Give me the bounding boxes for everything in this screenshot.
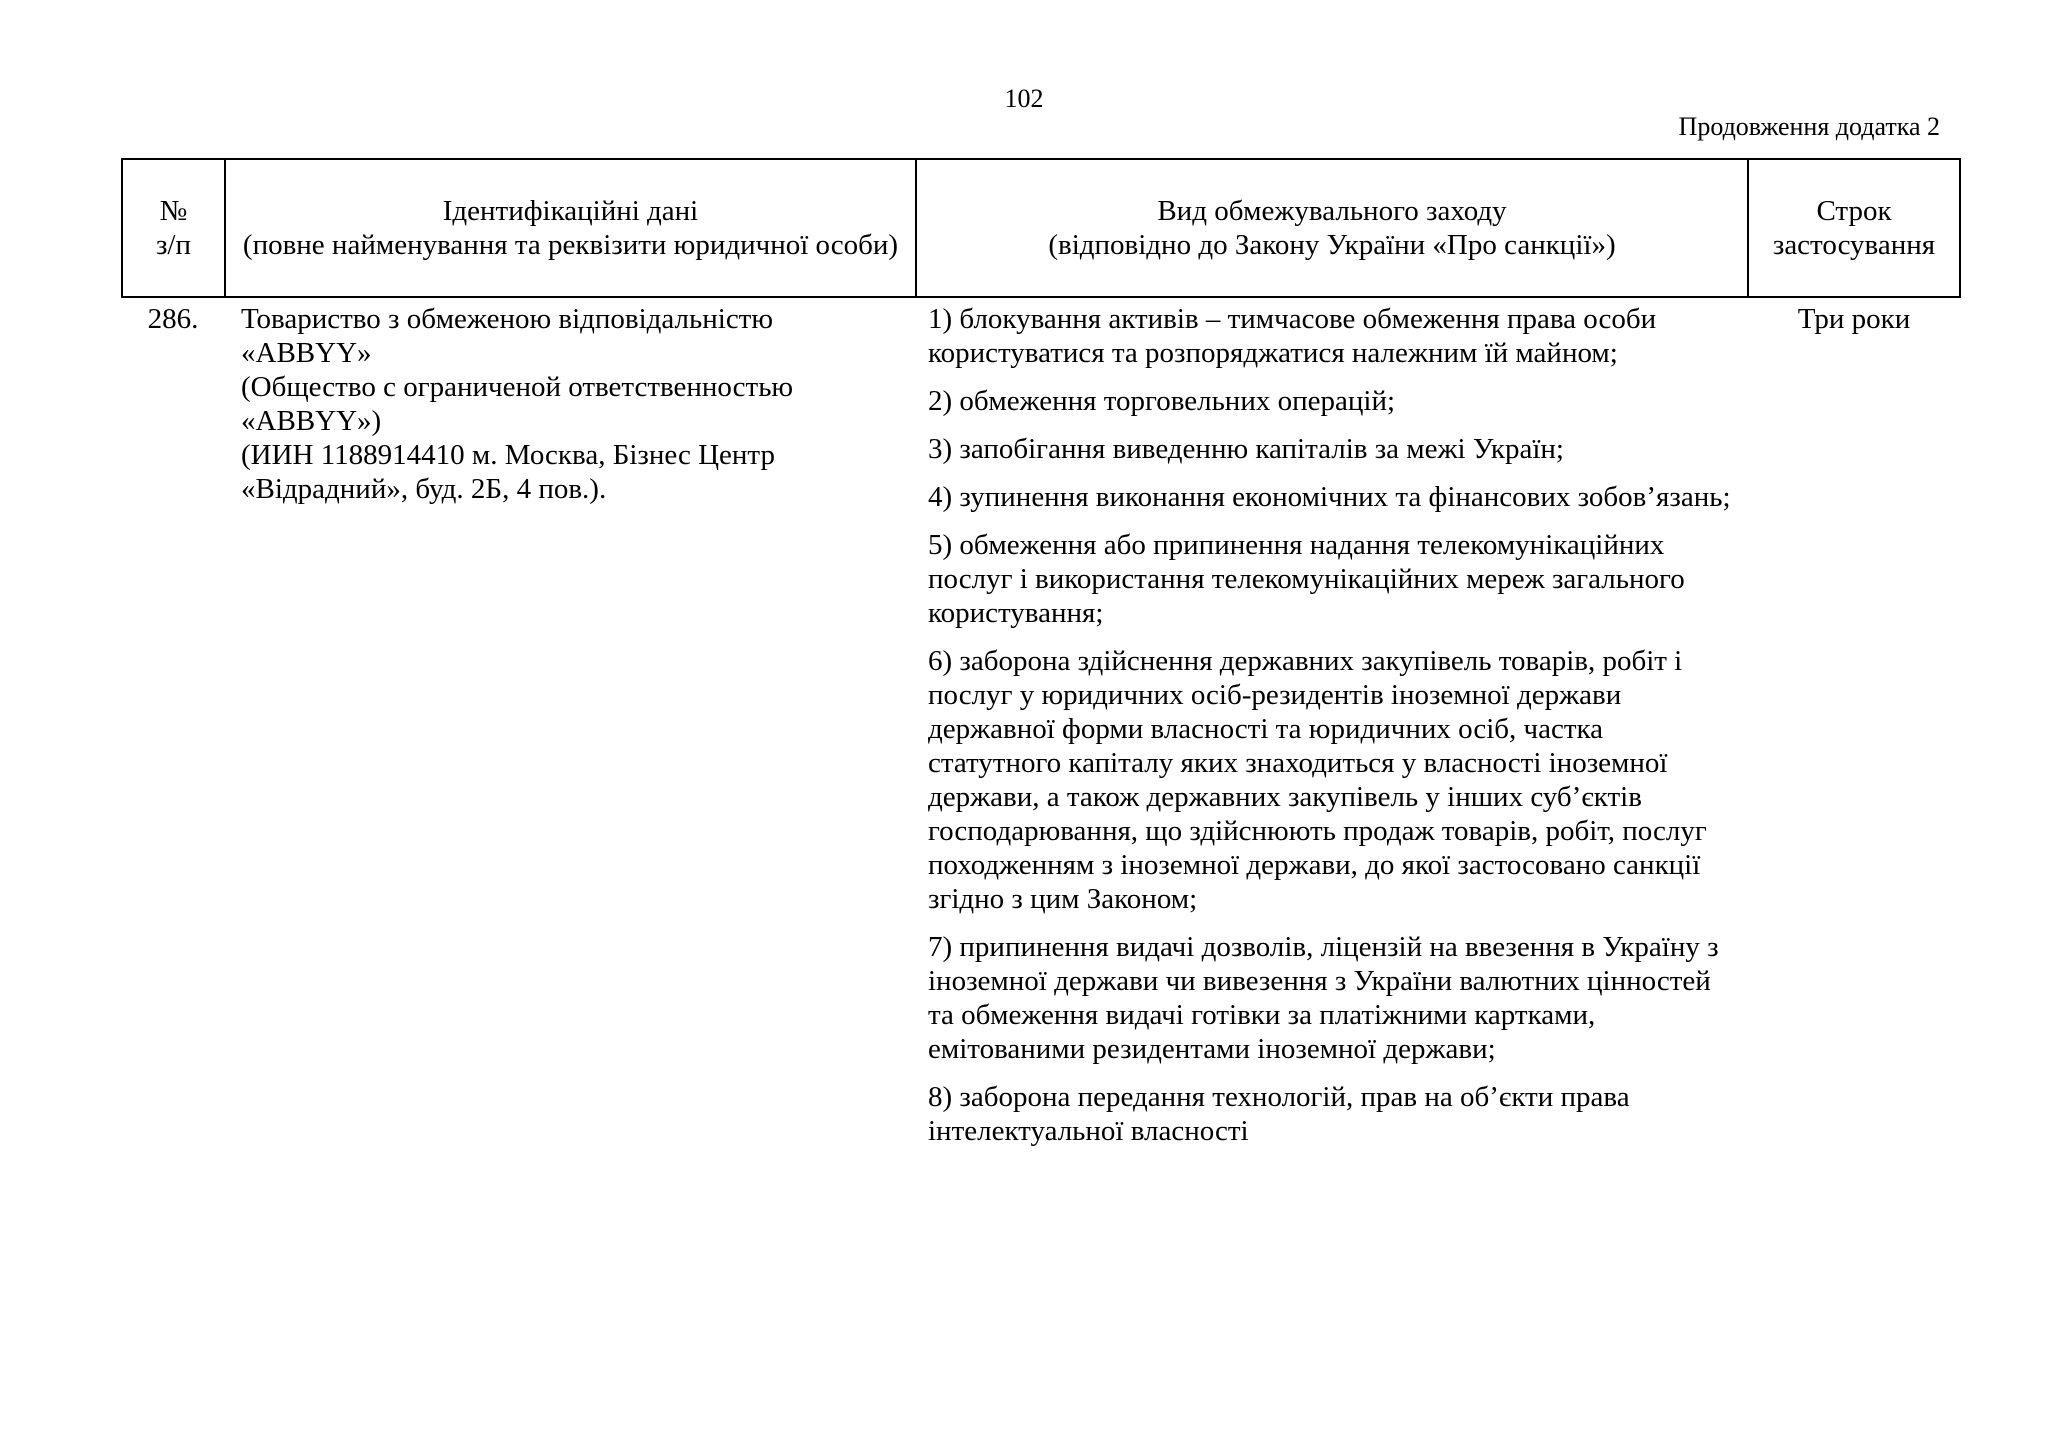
header-num-line-2: з/п — [155, 229, 192, 261]
measure-item: 2) обмеження торговельних операцій; — [928, 385, 1396, 417]
header-term — [1748, 159, 1960, 297]
header-ident — [225, 159, 916, 297]
header-measure-line-1: Вид обмежувального заходу — [1157, 195, 1507, 227]
header-ident-line-1: Ідентифікаційні дані — [442, 195, 699, 227]
header-measure-line-2: (відповідно до Закону України «Про санкції») — [1048, 229, 1616, 261]
measure-item: 6) заборона здійснення державних закупівель товарів, робіт і послуг у юридичних осіб-резидентів іноземної держави державної форми власності та юридичних осіб, частка статутного капіталу яких знаходиться у власності іноземної держави, а також державних закупівель у інших суб’єктів господарювання, що здійснюють продаж товарів, робіт, послуг походженням з іноземної держави, до якої застосовано санкції згідно з цим Законом; — [928, 645, 1707, 915]
header-ident-line-2: (повне найменування та реквізити юридичної особи) — [242, 229, 899, 261]
measure-item: 3) запобігання виведенню капіталів за межі Україн; — [928, 433, 1564, 465]
ident-line: Товариство з обмеженою відповідальністю — [241, 303, 774, 335]
ident-line: (Общество с ограниченой ответственностью — [241, 371, 794, 403]
measure-item: 8) заборона передання технологій, прав на об’єкти права інтелектуальної власності — [928, 1081, 1630, 1147]
ident-line: «Відрадний», буд. 2Б, 4 пов.). — [241, 473, 607, 505]
header-num — [122, 159, 225, 297]
row-number: 286. — [147, 303, 199, 335]
ident-line: «ABBYY») — [241, 405, 382, 437]
page-number: 102 — [1004, 84, 1044, 113]
header-term-line-2: застосування — [1772, 229, 1936, 261]
ident-line: (ИИН 1188914410 м. Москва, Бізнес Центр — [241, 439, 775, 471]
measure-item: 4) зупинення виконання економічних та фінансових зобов’язань; — [928, 481, 1731, 513]
continuation-note: Продовження додатка 2 — [1678, 112, 1940, 141]
row-measures — [916, 297, 1748, 1149]
table-header-row — [122, 159, 1960, 297]
measure-item: 7) припинення видачі дозволів, ліцензій на ввезення в Україну з іноземної держави чи вивезення з України валютних цінностей та обмеження видачі готівки за платіжними картками, емітованими резидентами іноземної держави; — [928, 931, 1719, 1065]
row-identification — [225, 297, 916, 1149]
header-term-line-1: Строк — [1816, 195, 1892, 227]
measure-item: 1) блокування активів – тимчасове обмеження права особи користуватися та розпоряджатися належним їй майном; — [928, 303, 1657, 369]
header-num-line-1: № — [159, 195, 188, 227]
header-measure — [916, 159, 1748, 297]
table-row — [122, 297, 1960, 1149]
ident-line: «ABBYY» — [241, 337, 372, 369]
row-term: Три роки — [1797, 303, 1911, 335]
sanctions-table — [121, 158, 1961, 1149]
measure-item: 5) обмеження або припинення надання телекомунікаційних послуг і використання телекомунікаційних мереж загального користування; — [928, 529, 1685, 629]
